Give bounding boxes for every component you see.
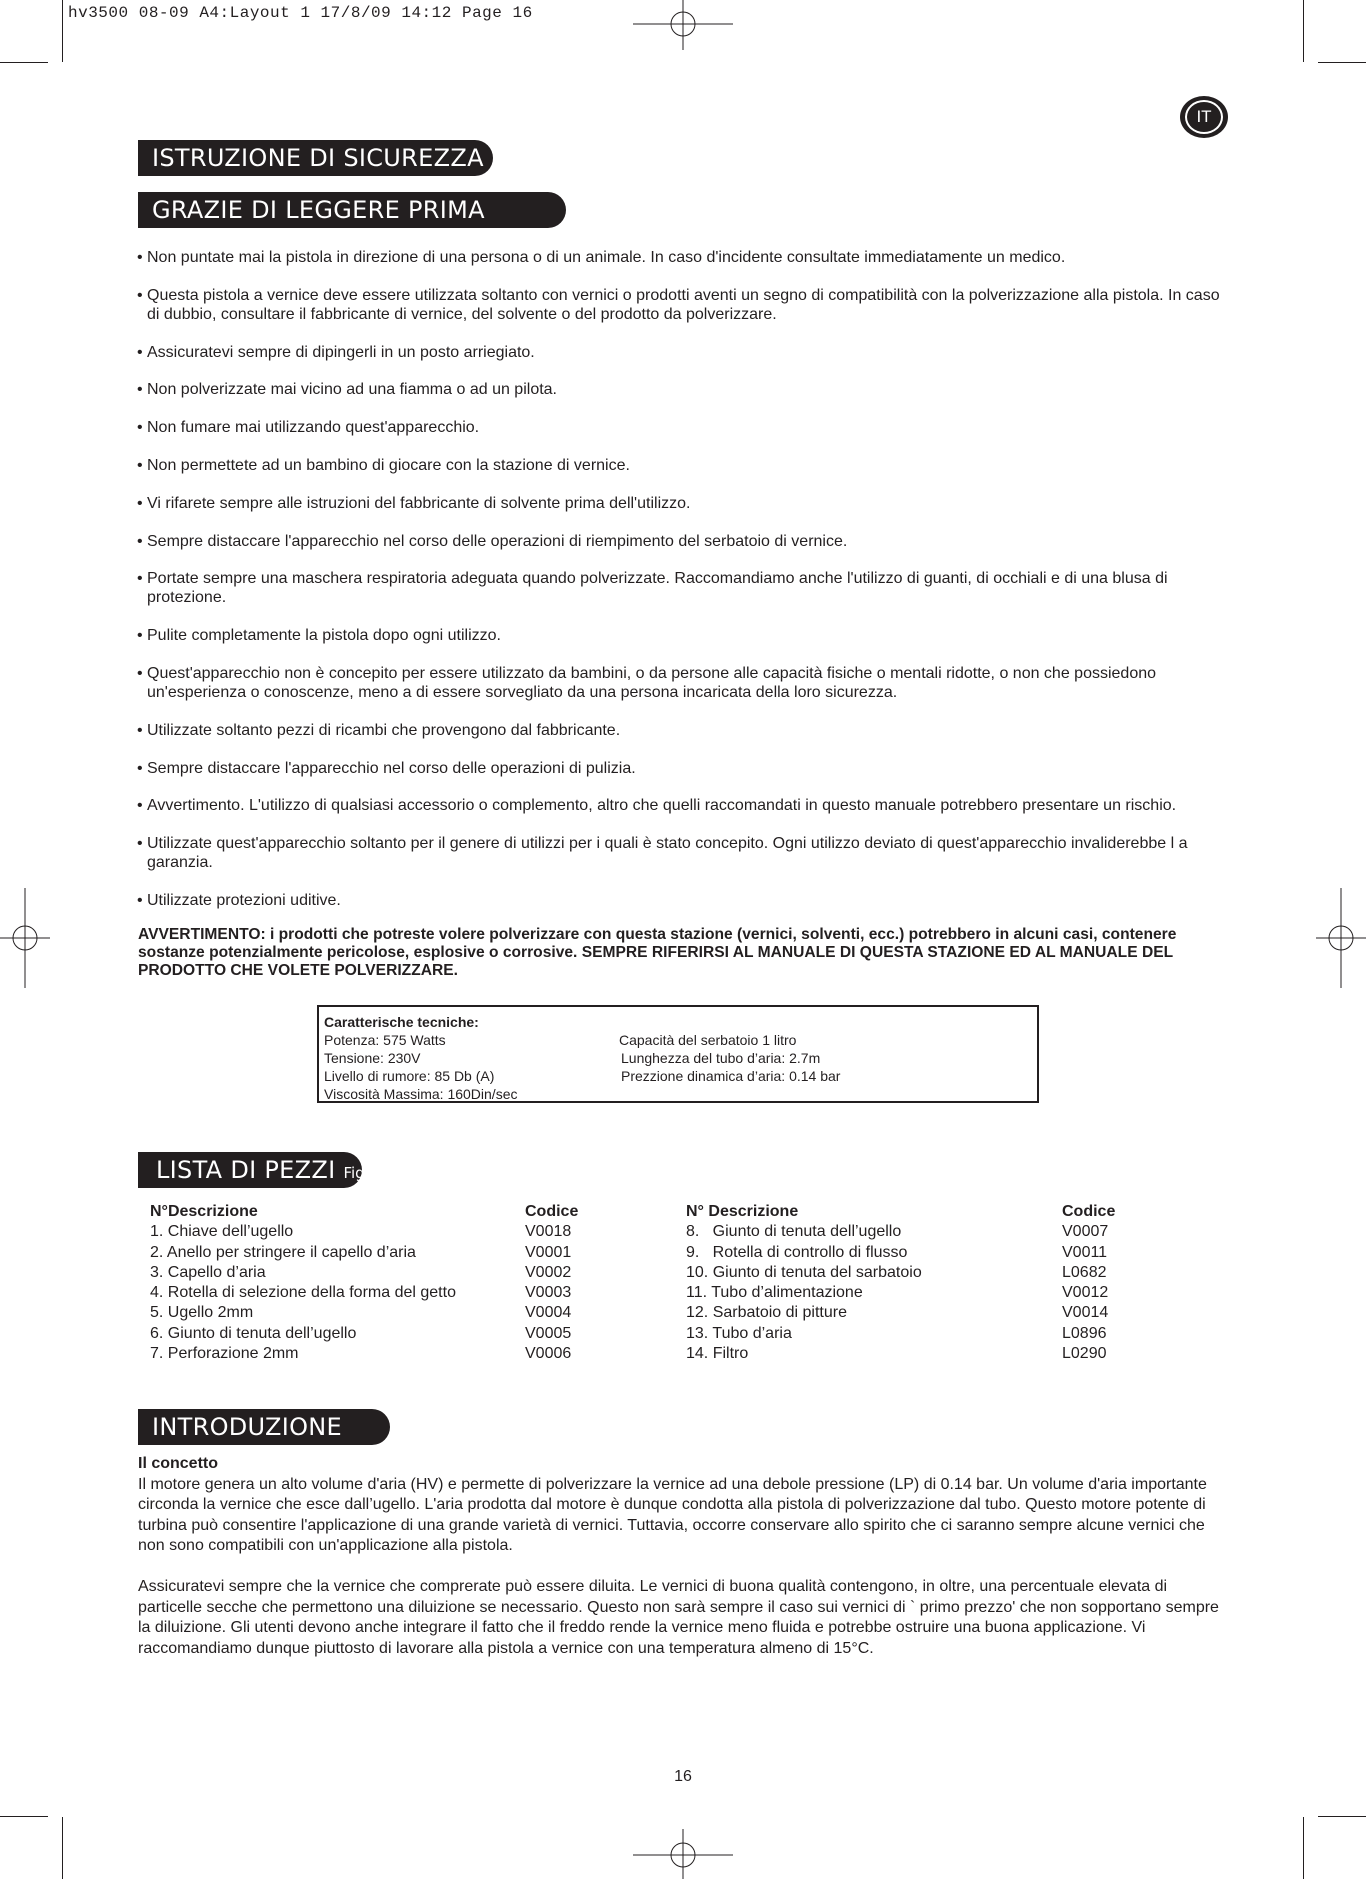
crop-mark	[0, 1816, 48, 1817]
table-row: 10. Giunto di tenuta del sarbatoio L0682	[686, 1263, 1107, 1281]
list-item: • Utilizzate quest'apparecchio soltanto per il genere di utilizzi per i quali è stato concepito. Ogni utilizzo deviato di quest'apparecchio invaliderebbe l a garanzia.	[137, 835, 1188, 872]
table-row: 6. Giunto di tenuta dell’ugello V0005	[150, 1324, 572, 1342]
specs-title: Caratterische tecniche:	[324, 1014, 479, 1030]
parts-table-left	[150, 1202, 578, 1364]
crop-mark	[1303, 0, 1304, 62]
list-item: • Utilizzate protezioni uditive.	[137, 891, 341, 909]
table-row: 3. Capello d’aria V0002	[150, 1263, 572, 1281]
printer-slug: hv3500 08-09 A4:Layout 1 17/8/09 14:12 Page 16	[68, 4, 533, 22]
list-item: • Vi rifarete sempre alle istruzioni del fabbricante di solvente prima dell'utilizzo.	[137, 494, 691, 512]
heading-read-first: GRAZIE DI LEGGERE PRIMA	[138, 192, 566, 228]
column-header-code: Codice	[1062, 1203, 1116, 1220]
spec-line: Viscosità Massima: 160Din/sec	[324, 1086, 518, 1102]
heading-parts-fig: Fig.1	[343, 1164, 379, 1182]
safety-bullet-list	[137, 248, 1229, 929]
column-header-description: N°Descrizione	[150, 1203, 258, 1220]
list-item: • Portate sempre una maschera respiratoria adeguata quando polverizzate. Raccomandiamo anche l'utilizzo di guanti, di occhiali e di una blusa di protezione.	[137, 570, 1168, 607]
table-row: 4. Rotella di selezione della forma del getto V0003	[150, 1284, 572, 1302]
language-badge-label: IT	[1185, 100, 1223, 134]
spec-line: Capacità del serbatoio 1 litro	[619, 1032, 797, 1048]
spec-line: Tensione: 230V	[324, 1050, 421, 1066]
list-item: • Non polverizzate mai vicino ad una fiamma o ad un pilota.	[137, 381, 557, 399]
table-header	[686, 1202, 1115, 1222]
specs-right-column	[619, 1031, 840, 1103]
parts-table-right	[686, 1202, 1115, 1364]
introduction-body	[138, 1454, 1228, 1680]
spec-line: Prezzione dinamica d’aria: 0.14 bar	[621, 1068, 841, 1084]
table-row: 5. Ugello 2mm V0004	[150, 1304, 572, 1322]
table-header	[150, 1202, 578, 1222]
introduction-paragraph: Il motore genera un alto volume d'aria (HV) e permette di polverizzare la vernice ad una debole pressione (LP) di 0.14 bar. Un volume d'aria importante circonda la vernice che esce dall’ugello. L'aria prodotta dal motore è dunque condotta alla pistola di polverizzazione dal tubo. Questo motore potente di turbina può consentire l'applicazione di una grande varietà di vernici. Tuttavia, occorre conservare allo spirito che ci saranno sempre alcune vernici che non sono compatibili con un'applicazione alla pistola.	[138, 1475, 1207, 1554]
specs-box	[317, 1005, 1039, 1103]
table-row: 14. Filtro L0290	[686, 1345, 1107, 1363]
introduction-paragraph: Assicuratevi sempre che la vernice che comprerate può essere diluita. Le vernici di buona qualità contengono, in oltre, una percentuale elevata di particelle secche che permettono una diluizione se necessario. Questo non sarà sempre il caso sui vernici di ` primo prezzo' che non sopportano sempre la diluizione. Gli utenti devono anche integrare il fatto che il freddo rende la vernice meno fluida e potrebbe ostruire una buona applicazione. Vi raccomandiamo dunque piuttosto di lavorare alla pistola a vernice con una temperatura almeno di 15°C.	[138, 1578, 1219, 1657]
column-header-description: N° Descrizione	[686, 1203, 799, 1220]
list-item: • Sempre distaccare l'apparecchio nel corso delle operazioni di riempimento del serbatoio di vernice.	[137, 532, 848, 550]
heading-safety: ISTRUZIONE DI SICUREZZA	[138, 140, 493, 176]
crop-mark	[1318, 1816, 1366, 1817]
heading-parts-list	[138, 1152, 379, 1188]
list-item: • Quest'apparecchio non è concepito per essere utilizzato da bambini, o da persone alle capacità fisiche o mentali ridotte, o non che possiedono un'esperienza o conoscenze, meno a di essere sorvegliato da una persona incaricata della loro sicurezza.	[137, 664, 1157, 701]
crop-mark	[62, 1817, 63, 1879]
list-item: • Assicuratevi sempre di dipingerli in un posto arriegiato.	[137, 343, 535, 361]
heading-parts-list-label: LISTA DI PEZZI	[156, 1156, 336, 1184]
registration-mark-icon	[633, 1829, 733, 1879]
list-item: • Utilizzate soltanto pezzi di ricambi che provengono dal fabbricante.	[137, 721, 621, 739]
crop-mark	[1303, 1817, 1304, 1879]
list-item: • Avvertimento. L'utilizzo di qualsiasi accessorio o complemento, altro che quelli raccomandati in questo manuale potrebbero presentare un rischio.	[137, 797, 1177, 815]
language-badge	[1180, 96, 1228, 138]
spec-line: Lunghezza del tubo d’aria: 2.7m	[621, 1050, 821, 1066]
list-item: • Non permettete ad un bambino di giocare con la stazione di vernice.	[137, 456, 630, 474]
table-row: 8. Giunto di tenuta dell’ugello V0007	[686, 1223, 1109, 1241]
list-item: • Questa pistola a vernice deve essere utilizzata soltanto con vernici o prodotti aventi un segno di compatibilità con la polverizzazione alla pistola. In caso di dubbio, consultare il fabbricante di vernice, del solvente o del prodotto da polverizzare.	[137, 286, 1220, 323]
crop-mark	[1318, 62, 1366, 63]
table-row: 12. Sarbatoio di pitture V0014	[686, 1304, 1109, 1322]
registration-mark-icon	[633, 0, 733, 50]
list-item: • Sempre distaccare l'apparecchio nel corso delle operazioni di pulizia.	[137, 759, 636, 777]
list-item: • Non fumare mai utilizzando quest'apparecchio.	[137, 419, 480, 437]
list-item: • Non puntate mai la pistola in direzione di una persona o di un animale. In caso d'incidente consultate immediatamente un medico.	[137, 249, 1066, 266]
page-number: 16	[674, 1768, 692, 1785]
introduction-subtitle: Il concetto	[138, 1455, 219, 1472]
table-row: 11. Tubo d’alimentazione V0012	[686, 1284, 1109, 1302]
registration-mark-icon	[1316, 888, 1366, 988]
crop-mark	[62, 0, 63, 62]
crop-mark	[0, 62, 48, 63]
warning-text: AVVERTIMENTO: i prodotti che potreste volere polverizzare con questa stazione (vernici, solventi, ecc.) potrebbero in alcuni casi, contenere sostanze potenzialmente pericolose, esplosive o corrosive. SEMPRE RIFERIRSI AL MANUALE DI QUESTA STAZIONE ED AL MANUALE DEL PRODOTTO CHE VOLETE POLVERIZZARE.	[138, 926, 1177, 979]
table-row: 7. Perforazione 2mm V0006	[150, 1345, 572, 1363]
table-row: 13. Tubo d’aria L0896	[686, 1324, 1107, 1342]
table-row: 2. Anello per stringere il capello d’aria V0001	[150, 1243, 572, 1261]
spec-line: Livello di rumore: 85 Db (A)	[324, 1068, 495, 1084]
table-row: 9. Rotella di controllo di flusso V0011	[686, 1243, 1108, 1261]
heading-introduction: INTRODUZIONE	[138, 1409, 390, 1445]
spec-line: Potenza: 575 Watts	[324, 1032, 446, 1048]
list-item: • Pulite completamente la pistola dopo ogni utilizzo.	[137, 627, 501, 645]
table-row: 1. Chiave dell’ugello V0018	[150, 1223, 572, 1241]
column-header-code: Codice	[525, 1203, 579, 1220]
specs-left-column	[324, 1031, 619, 1103]
registration-mark-icon	[0, 888, 50, 988]
